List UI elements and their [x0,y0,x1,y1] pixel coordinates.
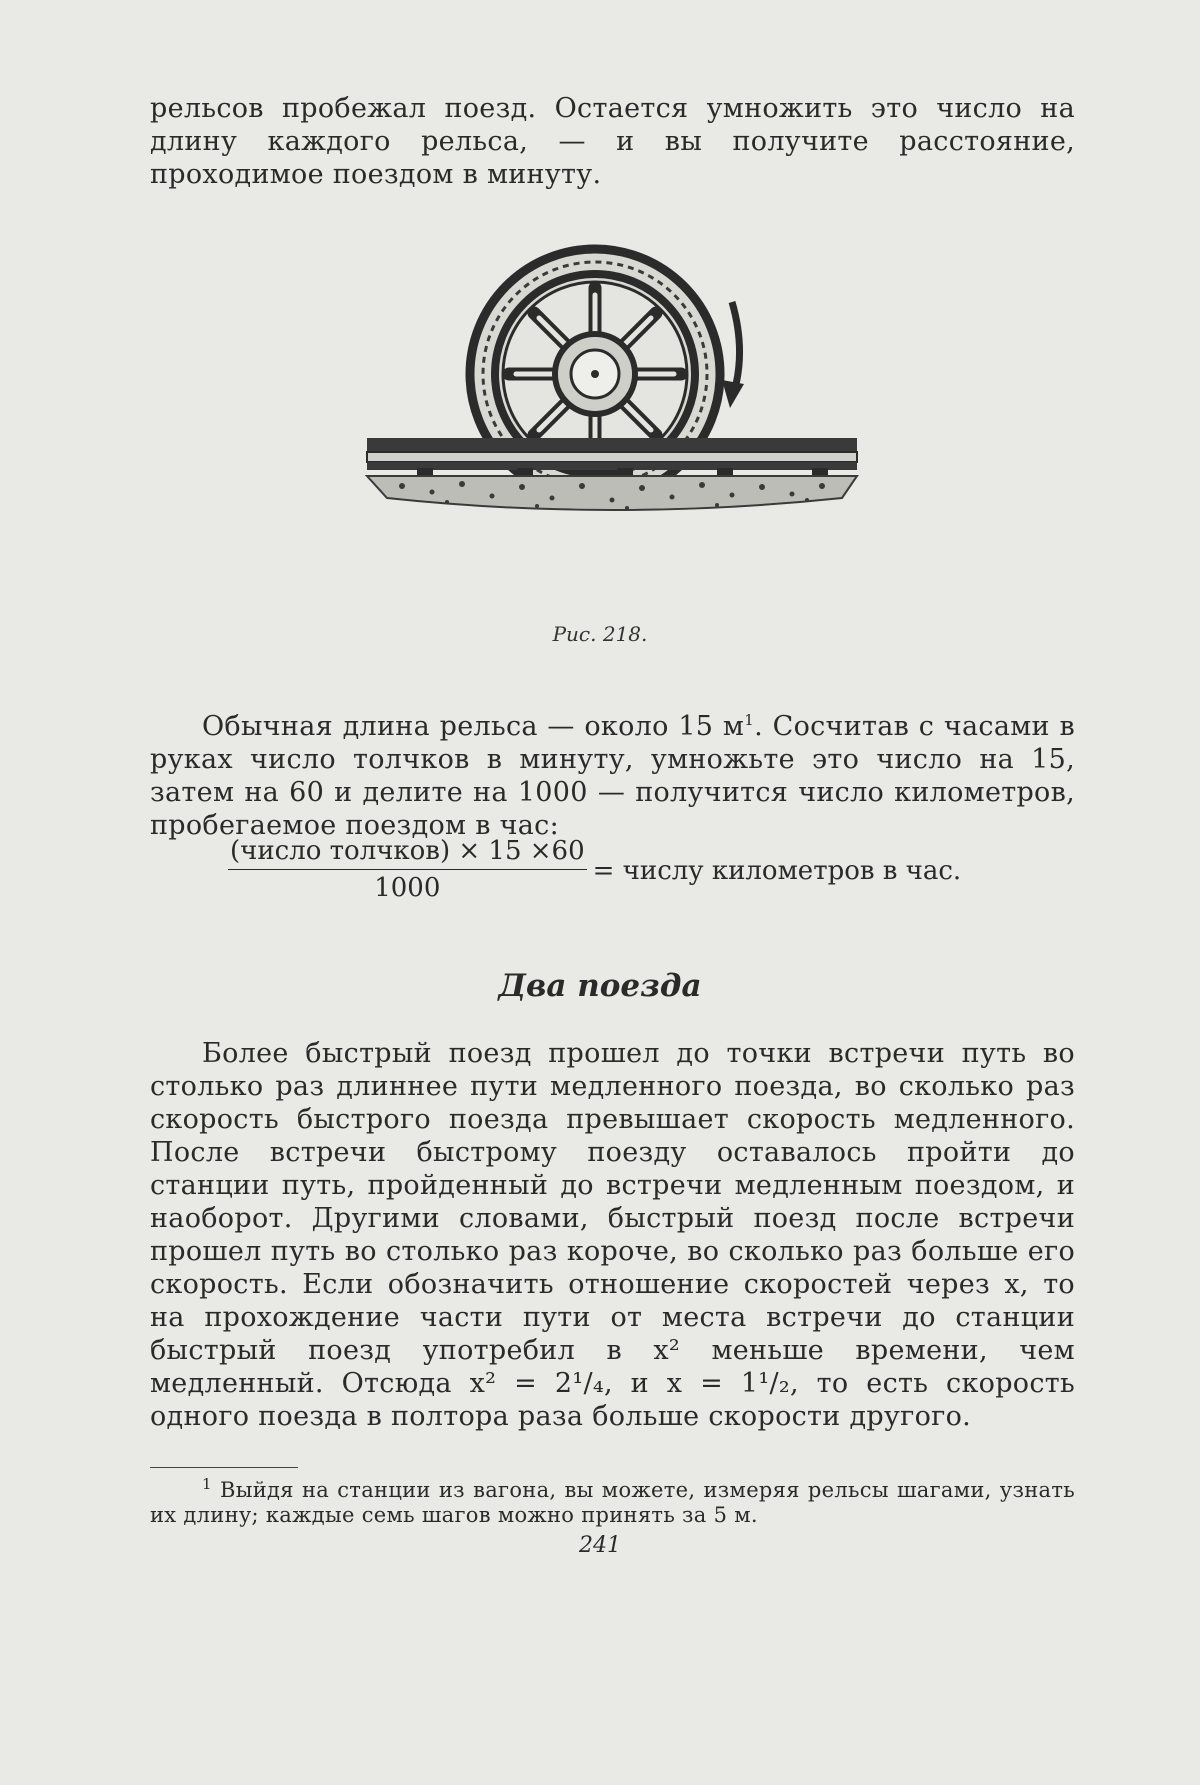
footnote-mark: 1 [202,1475,212,1493]
footnote-body: Выйдя на станции из вагона, вы можете, измеряя рельсы шагами, узнать их длину; каждые семь шагов можно принять за 5 м. [150,1478,1075,1527]
formula-numerator: (число толчков) × 15 ×60 [228,836,587,870]
footnote-divider [150,1467,298,1468]
ballast [367,476,857,510]
paragraph-trains [150,1037,1075,1433]
figure-caption: Рис. 218. [552,622,648,646]
paragraph-trains-text: Более быстрый поезд прошел до точки встречи путь во столько раз длиннее пути медленного поезда, во сколько раз скорость быстрого поезда превышает скорость медленного. После встречи быстрому поезду оставалось пройти до станции путь, пройденный до встречи медленным поездом, и наоборот. Другими словами, быстрый поезд после встречи прошел путь во столько раз короче, во сколько раз больше его скорость. Если обозначить отношение скоростей через x, то на прохождение части пути от места встречи до станции быстрый поезд употребил в x² меньше времени, чем медленный. Отсюда x² = 2¹/₄, и x = 1¹/₂, то есть скорость одного поезда в полтора раза больше скорости другого. [150,1038,1075,1432]
section-heading: Два поезда [498,968,702,1004]
paragraph-rail-after: . Сосчитав с часами в руках число толчков в минуту, умножьте это число на 15, затем на 60 и делите на 1000 — получится число километров, пробегаемое поездом в час: [150,711,1075,841]
paragraph-top [150,92,1075,191]
footnote-ref: 1 [744,711,755,729]
paragraph-top-text: рельсов пробежал поезд. Остается умножить это число на длину каждого рельса, — и вы получите расстояние, проходимое поездом в минуту. [150,93,1075,190]
formula [228,836,961,903]
paragraph-rail-before: Обычная длина рельса — около 15 м [202,711,745,742]
paragraph-rail [150,710,1075,842]
rotation-arrow-icon [722,302,744,408]
footnote-text [150,1475,1075,1528]
paragraph-rail-text [150,710,1075,842]
formula-fraction [228,836,587,903]
formula-rhs: = числу километров в час. [592,855,962,886]
formula-denominator: 1000 [374,873,441,903]
footnote [150,1475,1075,1528]
page-number: 241 [579,1533,621,1558]
wheel-on-rail-illustration [362,240,862,590]
